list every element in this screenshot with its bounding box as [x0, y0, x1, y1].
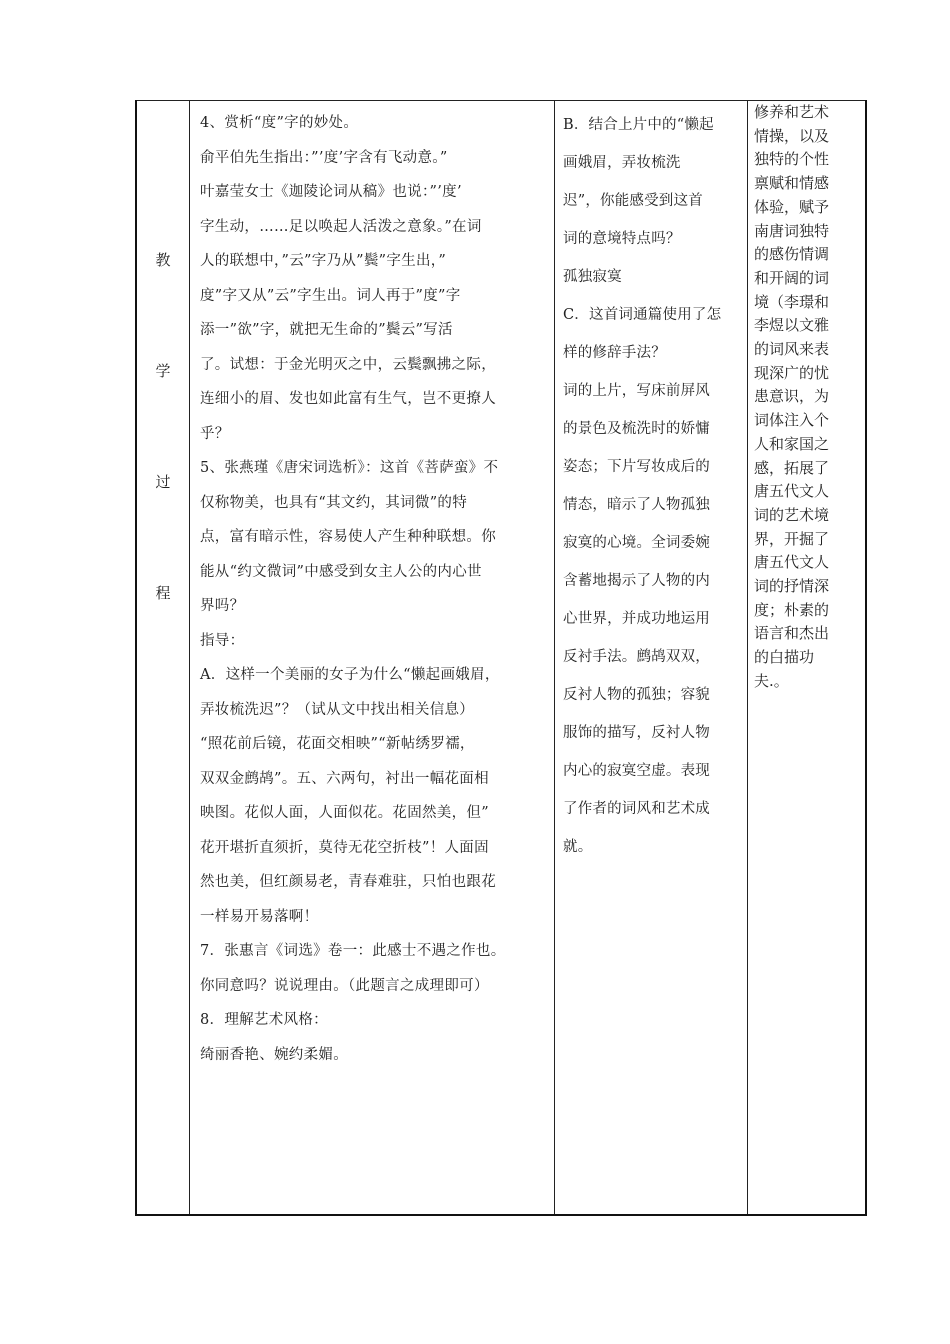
- note-line: 度；朴素的: [754, 600, 830, 619]
- row-label-cell: [136, 101, 190, 1216]
- content-line: 一样易开易落啊！: [200, 908, 319, 925]
- row-label-char: 教: [155, 251, 171, 269]
- note-line: 感，拓展了: [754, 458, 830, 477]
- content-line: 连细小的眉、发也如此富有生气，岂不更撩人: [200, 391, 496, 407]
- content-line: 你同意吗？说说理由。（此题言之成理即可）: [200, 977, 489, 994]
- content-line: 花开堪折直须折，莫待无花空折枝”！人面固: [200, 839, 489, 856]
- note-line: 夫.。: [754, 671, 789, 690]
- guidance-line: 情态，暗示了人物孤独: [563, 497, 710, 513]
- note-line: 独特的个性: [754, 150, 830, 169]
- guidance-line: 就。: [563, 839, 593, 855]
- content-line: 界吗？: [200, 598, 245, 614]
- guidance-line: 反衬手法。鹧鸪双双，: [563, 649, 710, 665]
- note-line: 患意识，为: [754, 387, 830, 406]
- guidance-line: 词的意境特点吗？: [563, 231, 681, 247]
- note-line: 修养和艺术: [754, 103, 830, 121]
- guidance-cell: [555, 101, 748, 1216]
- note-line: 和开阔的词: [754, 268, 830, 287]
- row-label-char: 过: [155, 473, 171, 491]
- guidance-line: B．结合上片中的“懒起: [563, 117, 714, 133]
- content-line: 指导：: [200, 632, 245, 649]
- guidance-line: 词的上片，写床前屏风: [563, 383, 710, 399]
- note-line: 词的艺术境: [754, 505, 830, 524]
- content-line: 双双金鹧鸪”。五、六两句，衬出一幅花面相: [200, 770, 489, 787]
- guidance-line: 心世界，并成功地运用: [563, 611, 710, 627]
- guidance-line: 反衬人物的孤独；容貌: [563, 687, 710, 703]
- guidance-line: 的景色及梳洗时的娇慵: [563, 421, 710, 437]
- row-label-char: 程: [155, 584, 171, 602]
- teaching-content-cell: [190, 101, 555, 1216]
- content-line: 7．张惠言《词选》卷一：此感士不遇之作也。: [200, 943, 506, 959]
- guidance-line: 姿态；下片写妆成后的: [563, 459, 710, 475]
- content-line: “照花前后镜，花面交相映”“新帖绣罗襦，: [200, 736, 475, 752]
- content-line: 叶嘉莹女士《迦陵论词从稿》也说：”’度’: [200, 184, 462, 200]
- row-label: [137, 101, 189, 1209]
- guidance-content: [555, 101, 747, 1214]
- note-line: 人和家国之: [754, 434, 830, 453]
- note-line: 唐五代文人: [754, 482, 830, 501]
- design-note: [748, 101, 865, 1209]
- row-label-char: 学: [155, 362, 171, 380]
- lesson-table: [135, 100, 867, 1216]
- guidance-line: 迟”，你能感受到这首: [563, 193, 703, 209]
- content-line: 能从“约文微词”中感受到女主人公的内心世: [200, 563, 482, 580]
- note-line: 词体注入个: [754, 411, 830, 430]
- guidance-line: 孤独寂寞: [563, 269, 622, 285]
- note-line: 的词风来表: [754, 340, 830, 359]
- content-line: 弄妆梳洗迟”？（试从文中找出相关信息）: [200, 701, 475, 718]
- note-line: 的白描功: [754, 648, 815, 667]
- content-line: 绮丽香艳、婉约柔媚。: [200, 1046, 348, 1063]
- table-row: [136, 101, 866, 1216]
- content-line: 俞平伯先生指出：”’度’字含有飞动意。”: [200, 149, 448, 166]
- content-line: A．这样一个美丽的女子为什么“懒起画娥眉，: [200, 667, 500, 683]
- note-line: 现深广的忧: [754, 363, 830, 382]
- note-line: 词的抒情深: [754, 577, 830, 596]
- content-line: 度”字又从”云”字生出。词人再于”度”字: [200, 287, 461, 304]
- note-line: 李煜以文雅: [754, 316, 830, 335]
- content-line: 映图。花似人面，人面似花。花固然美，但”: [200, 805, 489, 821]
- guidance-line: 样的修辞手法？: [563, 345, 666, 361]
- content-line: 然也美，但红颜易老，青春难驻，只怕也跟花: [200, 874, 496, 890]
- content-line: 添一”欲”字，就把无生命的”鬓云”写活: [200, 322, 453, 338]
- content-line: 了。试想：于金光明灭之中，云鬓飘拂之际，: [200, 356, 496, 373]
- teaching-content: [190, 101, 554, 1214]
- note-line: 的感伤情调: [754, 245, 830, 264]
- guidance-line: 了作者的词风和艺术成: [563, 801, 710, 817]
- content-line: 人的联想中，”云”字乃从”鬓”字生出，”: [200, 253, 447, 269]
- guidance-line: 寂寞的心境。全词委婉: [563, 535, 710, 551]
- note-line: 禀赋和情感: [754, 174, 830, 193]
- note-line: 境（李璟和: [754, 292, 830, 311]
- content-line: 仅称物美，也具有“其文约，其词微”的特: [200, 494, 468, 511]
- content-line: 5、张燕瑾《唐宋词选析》：这首《菩萨蛮》不: [200, 460, 499, 476]
- note-line: 唐五代文人: [754, 553, 830, 572]
- content-line: 8．理解艺术风格：: [200, 1012, 328, 1028]
- content-line: 4、赏析“度”字的妙处。: [200, 115, 359, 131]
- note-line: 界，开掘了: [754, 529, 830, 548]
- note-line: 语言和杰出: [754, 624, 830, 643]
- content-line: 字生动，……足以唤起人活泼之意象。”在词: [200, 218, 482, 235]
- guidance-line: 画娥眉，弄妆梳洗: [563, 155, 681, 171]
- guidance-line: 服饰的描写，反衬人物: [563, 725, 710, 741]
- note-line: 南唐词独特: [754, 221, 830, 240]
- guidance-line: C．这首词通篇使用了怎: [563, 307, 722, 323]
- note-line: 情操，以及: [754, 126, 830, 145]
- content-line: 乎？: [200, 425, 230, 442]
- guidance-line: 含蓄地揭示了人物的内: [563, 573, 710, 589]
- content-line: 点，富有暗示性，容易使人产生种种联想。你: [200, 529, 496, 545]
- design-note-cell: [748, 101, 867, 1216]
- guidance-line: 内心的寂寞空虚。表现: [563, 763, 710, 779]
- note-line: 体验，赋予: [754, 197, 830, 216]
